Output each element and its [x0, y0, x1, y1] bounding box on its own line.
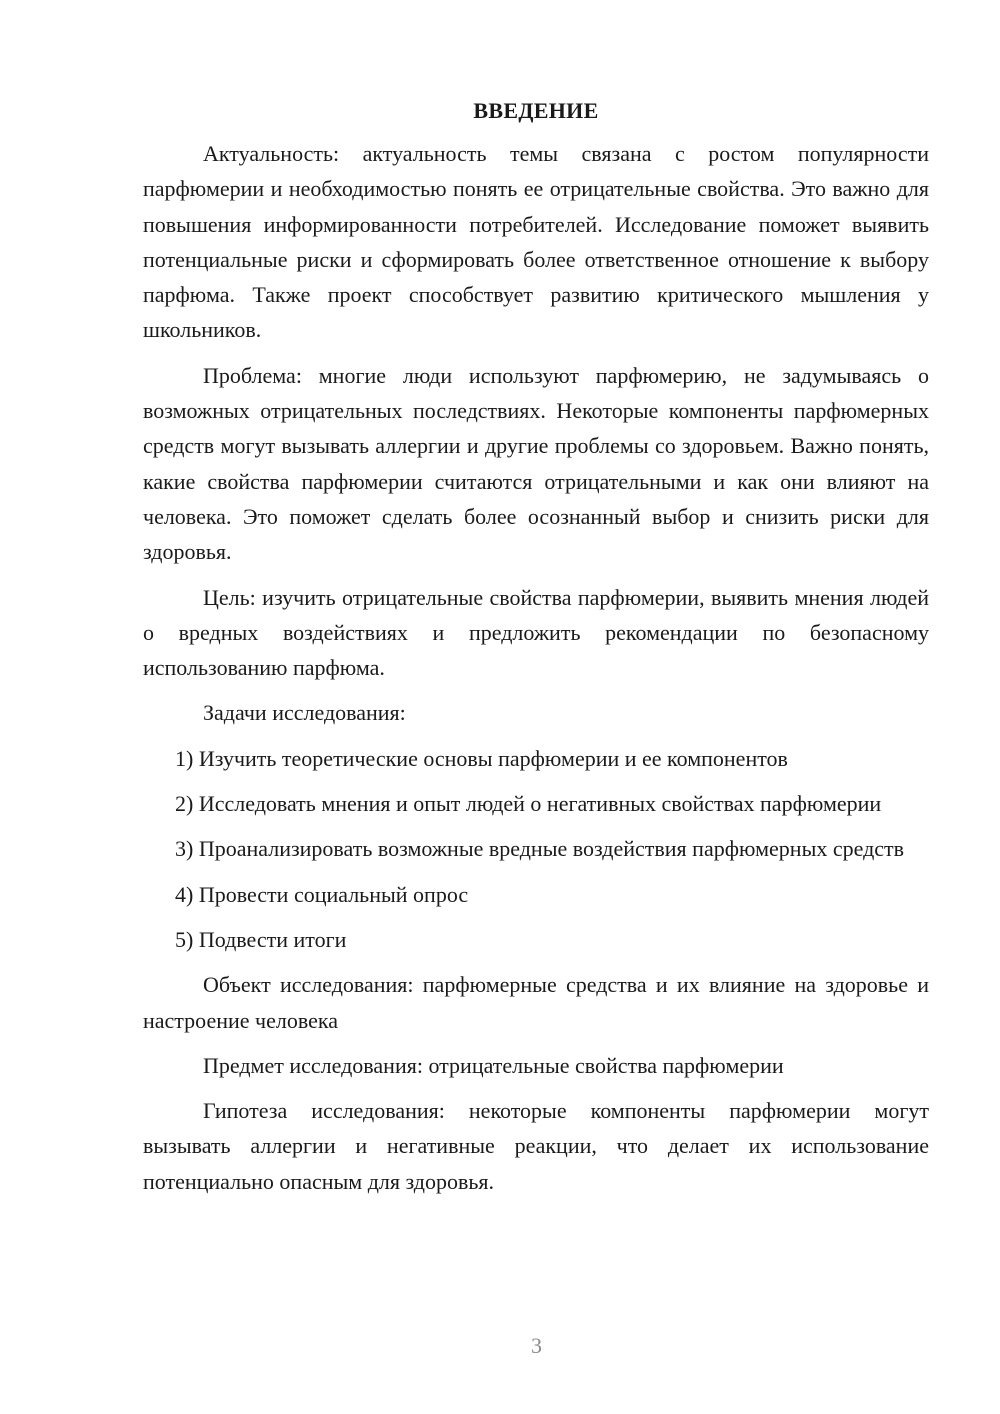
- document-page: [143, 94, 929, 1209]
- task-item: 5) Подвести итоги: [175, 926, 347, 952]
- task-item: 3) Проанализировать возможные вредные воздействия парфюмерных средств: [175, 836, 905, 862]
- page-number: 3: [531, 1333, 542, 1358]
- paragraph-problem: Проблема: многие люди используют парфюмерию, не задумываясь о возможных отрицательных последствиях. Некоторые компоненты парфюмерных средств могут вызывать аллергии и другие проблемы со здоровьем. Важно понять, какие свойства парфюмерии считаются отрицательными и как они влияют на человека. Это поможет сделать более осознанный выбор и снизить риски для здоровья.: [143, 362, 929, 565]
- tasks-heading: Задачи исследования:: [203, 700, 406, 726]
- task-item: 1) Изучить теоретические основы парфюмерии и ее компонентов: [175, 745, 788, 771]
- paragraph-goal: Цель: изучить отрицательные свойства парфюмерии, выявить мнения людей о вредных воздействиях и предложить рекомендации по безопасному использованию парфюма.: [143, 584, 929, 681]
- task-item: 4) Провести социальный опрос: [175, 881, 469, 907]
- paragraph-subject: Предмет исследования: отрицательные свойства парфюмерии: [203, 1052, 784, 1078]
- paragraph-object: Объект исследования: парфюмерные средства и их влияние на здоровье и настроение человека: [143, 972, 929, 1033]
- paragraph-relevance: Актуальность: актуальность темы связана с ростом популярности парфюмерии и необходимостью понять ее отрицательные свойства. Это важно для повышения информированности потребителей. Исследование поможет выявить потенциальные риски и сформировать более ответственное отношение к выбору парфюма. Также проект способствует развитию критического мышления у школьников.: [143, 141, 929, 343]
- task-item: 2) Исследовать мнения и опыт людей о негативных свойствах парфюмерии: [175, 791, 882, 817]
- paragraph-hypothesis: Гипотеза исследования: некоторые компоненты парфюмерии могут вызывать аллергии и негативные реакции, что делает их использование потенциально опасным для здоровья.: [143, 1098, 929, 1194]
- section-title: ВВЕДЕНИЕ: [473, 98, 599, 123]
